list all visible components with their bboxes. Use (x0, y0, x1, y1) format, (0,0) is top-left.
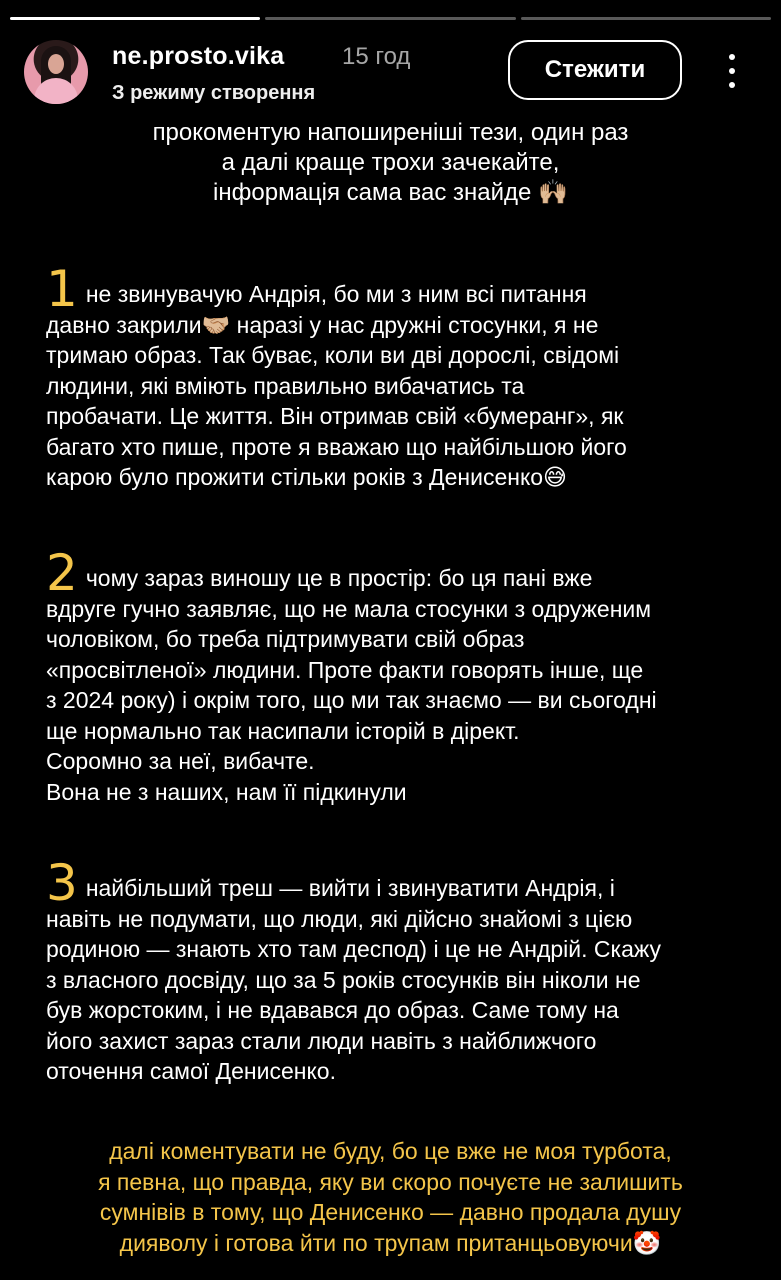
point-3 (46, 854, 745, 1087)
point-number: 3 (46, 854, 78, 912)
point-line: не звинувачую Андрія, бо ми з ним всі питання (85, 281, 587, 307)
progress-segment (521, 17, 771, 20)
point-line: «просвітленої» людини. Проте факти говорять інше, ще (46, 656, 644, 683)
story-header (20, 38, 761, 118)
point-number: 1 (46, 260, 78, 318)
intro-line: прокоментую напоширеніші тези, один раз (152, 119, 629, 146)
point-line: Соромно за неї, вибачте. (46, 748, 315, 774)
point-line: давно закрили🤝🏼 наразі у нас дружні стосунки, я не (46, 311, 599, 338)
point-line: вдруге гучно заявляє, що не мала стосунки з одруженим (46, 595, 652, 622)
progress-segment (10, 17, 260, 20)
follow-button[interactable]: Стежити (508, 40, 682, 100)
point-line: чоловіком, бо треба підтримувати свій образ (46, 626, 525, 652)
point-line: пробачати. Це життя. Він отримав свій «бумеранг», як (46, 403, 624, 429)
avatar[interactable] (24, 40, 88, 104)
point-line: Вона не з наших, нам її підкинули (46, 778, 407, 805)
point-line: багато хто пише, проте я вважаю що найбільшою його (46, 433, 627, 460)
point-number: 2 (46, 544, 78, 602)
point-line: людини, які вміють правильно вибачатись та (46, 372, 525, 399)
progress-segment (265, 17, 515, 20)
point-line: з 2024 року) і окрім того, що ми так знаємо — ви сьогодні (46, 687, 657, 713)
point-line: навіть не подумати, що люди, які дійсно знайомі з цією (46, 905, 633, 932)
intro-line: а далі краще трохи зачекайте, (221, 149, 560, 176)
point-line: родиною — знають хто там деспод) і це не Андрій. Скажу (46, 936, 662, 962)
point-line: його захист зараз стали люди навіть з найближчого (46, 1027, 597, 1054)
point-line: був жорстоким, і не вдавався до образ. Саме тому на (46, 997, 619, 1023)
point-line: найбільший треш — вийти і звинуватити Андрія, і (85, 875, 615, 901)
username[interactable]: ne.prosto.vika (112, 42, 285, 70)
point-line: ще нормально так насипали історій в дірект. (46, 717, 520, 744)
more-options-icon[interactable] (722, 54, 742, 88)
outro-line: дияволу і готова йти по трупам пританцьовуючи🤡 (119, 1229, 662, 1256)
story-intro (60, 118, 721, 208)
point-1 (46, 260, 745, 493)
outro-line: сумнівів в тому, що Денисенко — давно продала душу (99, 1199, 682, 1225)
intro-line: інформація сама вас знайде 🙌🏼 (213, 179, 568, 206)
point-line: оточення самої Денисенко. (46, 1058, 336, 1084)
outro-line: далі коментувати не буду, бо це вже не моя турбота, (109, 1138, 672, 1164)
point-2 (46, 544, 745, 807)
story-progress-bar (10, 17, 771, 20)
point-line: тримаю образ. Так буває, коли ви дві дорослі, свідомі (46, 342, 620, 368)
point-line: карою було прожити стільки років з Денисенко😅 (46, 464, 568, 490)
point-line: чому зараз виношу це в простір: бо ця пані вже (85, 565, 593, 591)
outro-line: я певна, що правда, яку ви скоро почуєте не залишить (98, 1168, 683, 1195)
story-subtitle: З режиму створення (112, 82, 316, 104)
story-outro (40, 1136, 741, 1258)
point-line: з власного досвіду, що за 5 років стосунків він ніколи не (46, 966, 641, 993)
post-time: 15 год (342, 43, 411, 70)
